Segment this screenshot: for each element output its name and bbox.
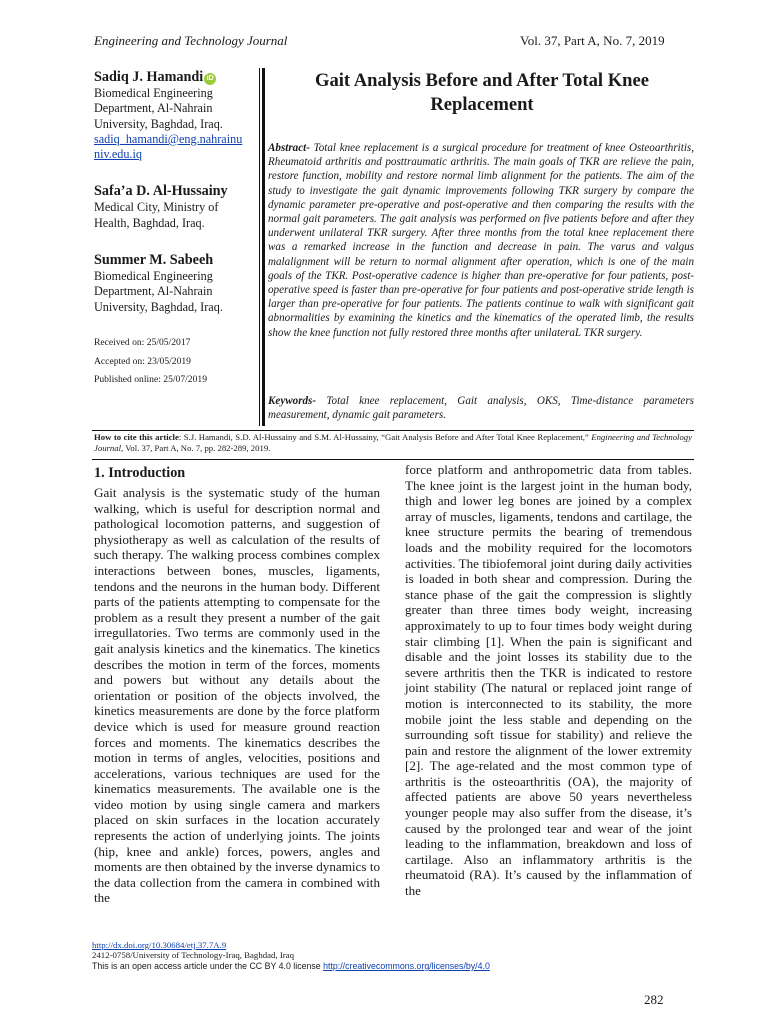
- citation-text: : S.J. Hamandi, S.D. Al-Hussainy and S.M. Al-Hussainy, “Gait Analysis Before and After Total Knee Replacement,”: [178, 432, 592, 442]
- author-name: [94, 68, 244, 86]
- body-column-left: Gait analysis is the systematic study of the human walking, which is useful for description normal and pathological locomotion patterns, and suggestion of physiotherapy as well as calculation of the results of such therapy. The walking process combines complex interactions between bones, muscles, ligaments, tendons and the neurons in the human body. Different parts of the patients attempting to compensate for the problem as a result they present a number of the gait irregullatories. Two terms are commonly used in the gait analysis kinetics and the kinematics. The kinetics describes the motion in term of the forces, moments and powers but without any details about the orientation or position of the objects involved, the kinetics measurements are done by the force platform device which is used for measure ground reaction forces and moments. The kinematics describes the motion in terms of angles, velocities, positions and accelerations, various techniques are used for the kinematics measurements. The available one is the video motion by using single camera and markers placed on skin surfaces in the location accurately represents the action of underlying joints. The joints (hip, knee and ankle) forces, powers, angles and moments are then obtained by the inverse dynamics to the data collection from the camera in combined with the: [94, 485, 380, 906]
- author-affiliation: Biomedical Engineering Department, Al-Nahrain University, Baghdad, Iraq.: [94, 269, 223, 314]
- author-affiliation: Medical City, Ministry of Health, Baghdad, Iraq.: [94, 200, 219, 230]
- citation-box: [94, 432, 692, 454]
- abstract-label: Abstract-: [268, 142, 310, 154]
- author-name: Safa’a D. Al-Hussainy: [94, 183, 228, 200]
- author-name: Summer M. Sabeeh: [94, 252, 214, 269]
- column-divider: [259, 68, 260, 426]
- citation-tail: , Vol. 37, Part A, No. 7, pp. 282-289, 2019.: [121, 443, 271, 453]
- license-text: This is an open access article under the CC BY 4.0 license: [92, 961, 324, 971]
- article-dates: [94, 337, 254, 393]
- body-column-right: force platform and anthropometric data from tables. The knee joint is the largest joint in the human body, thigh and lower leg bones are joined by a complex array of muscles, ligaments, tendons and cartilage, the knee structure permits the bearing of tremendous loads and the mobility required for the locomotors activities. The tibiofemoral joint during daily activities is loaded in both shear and compression. During the stance phase of the gait the compression is slightly greater than three times body weight, increasing approximately to up to four times body weight during stair climbing [1]. When the pain is significant and disable and the joint losses its stability due to the severe arthritis then the TKR is indicated to restore joint stability (The natural or replaced joint range of motion is interconnected to its stability, the more mobile joint the less stable and depending on the surrounding soft tissue for stability) and relieve the pain and restore the alignment of the lower extremity [2]. The age-related and the most common type of arthritis is the osteoarthritis (OA), the majority of affected patients are above 50 years nevertheless younger people may also suffer from the disease, it’s caused by the prolonged tear and wear of the joint leading to the inflammation, breakdown and loss of cartilage. Also an inflammatory arthritis is the rheumatoid (RA). It’s caused by the inflammation of the: [405, 462, 692, 899]
- abstract-text: Total knee replacement is a surgical procedure for treatment of knee Osteoarthritis, Rheumatoid arthritis and posttraumatic arthritis. The main goals of TKR are relieve the pain, restore function, mobility and restore normal limb alignment for the patients. The aim of the study to investigate the gait dynamic improvements following TKR surgery by compare the dynamic parameter pre-operative and post-operative and then comparing the results with the normal gait parameters. The gait analysis was performed on five patients before and after they underwent unilateral TKR surgery. After three months from the total knee replacement there was a remarked increase in the function and decrease in pain. The varus and valgus malalignment will be return to normal alignment after operation, which is one of the main goals of the TKR. Post-operative cadence is higher than pre-operative for four patients, post-operative speed is faster than pre-operative for four patients and post-operative stride length is larger than pre-operative for four patients. The patients continue to walk with significant gait abnormalities by examining the kinetics and the kinematics of the operated limb, the results show the knee function not fully restored three months after unilateraL TKR surgery.: [268, 142, 694, 339]
- published-date: Published online: 25/07/2019: [94, 374, 207, 385]
- received-date: Received on: 25/05/2017: [94, 337, 191, 348]
- journal-volume: Vol. 37, Part A, No. 7, 2019: [520, 33, 665, 48]
- citation-journal: Engineering and Technology Journal: [94, 432, 692, 453]
- accepted-date: Accepted on: 23/05/2019: [94, 355, 191, 367]
- author-list: [94, 68, 244, 315]
- doi-link[interactable]: http://dx.doi.org/10.30684/etj.37.7A.9: [92, 940, 227, 950]
- author-email-link[interactable]: sadiq_hamandi@eng.nahrainuniv.edu.iq: [94, 131, 243, 162]
- abstract: [268, 141, 694, 340]
- license-line: [92, 960, 692, 972]
- paper-title: Gait Analysis Before and After Total Knee Replacement: [314, 70, 649, 115]
- divider: [92, 459, 694, 460]
- section-heading: 1. Introduction: [94, 465, 186, 481]
- keywords-text: Total knee replacement, Gait analysis, OKS, Time-distance parameters measurement, dynamic gait parameters.: [268, 395, 694, 422]
- author-name-text: Sadiq J. Hamandi: [94, 69, 204, 85]
- author-affiliation: Biomedical Engineering Department, Al-Nahrain University, Baghdad, Iraq.: [94, 86, 223, 131]
- page-number: 282: [644, 992, 664, 1007]
- citation-label: How to cite this article: [94, 432, 179, 442]
- page-footer: [92, 940, 692, 972]
- column-divider: [262, 68, 265, 426]
- orcid-icon[interactable]: iD: [204, 73, 216, 85]
- keywords-label: Keywords-: [268, 395, 317, 407]
- divider: [92, 430, 694, 431]
- issn-line: 2412-0758/University of Technology-Iraq, Baghdad, Iraq: [92, 950, 294, 960]
- license-link[interactable]: http://creativecommons.org/licenses/by/4.0: [323, 961, 490, 971]
- journal-name: Engineering and Technology Journal: [94, 33, 288, 48]
- keywords: [268, 394, 694, 422]
